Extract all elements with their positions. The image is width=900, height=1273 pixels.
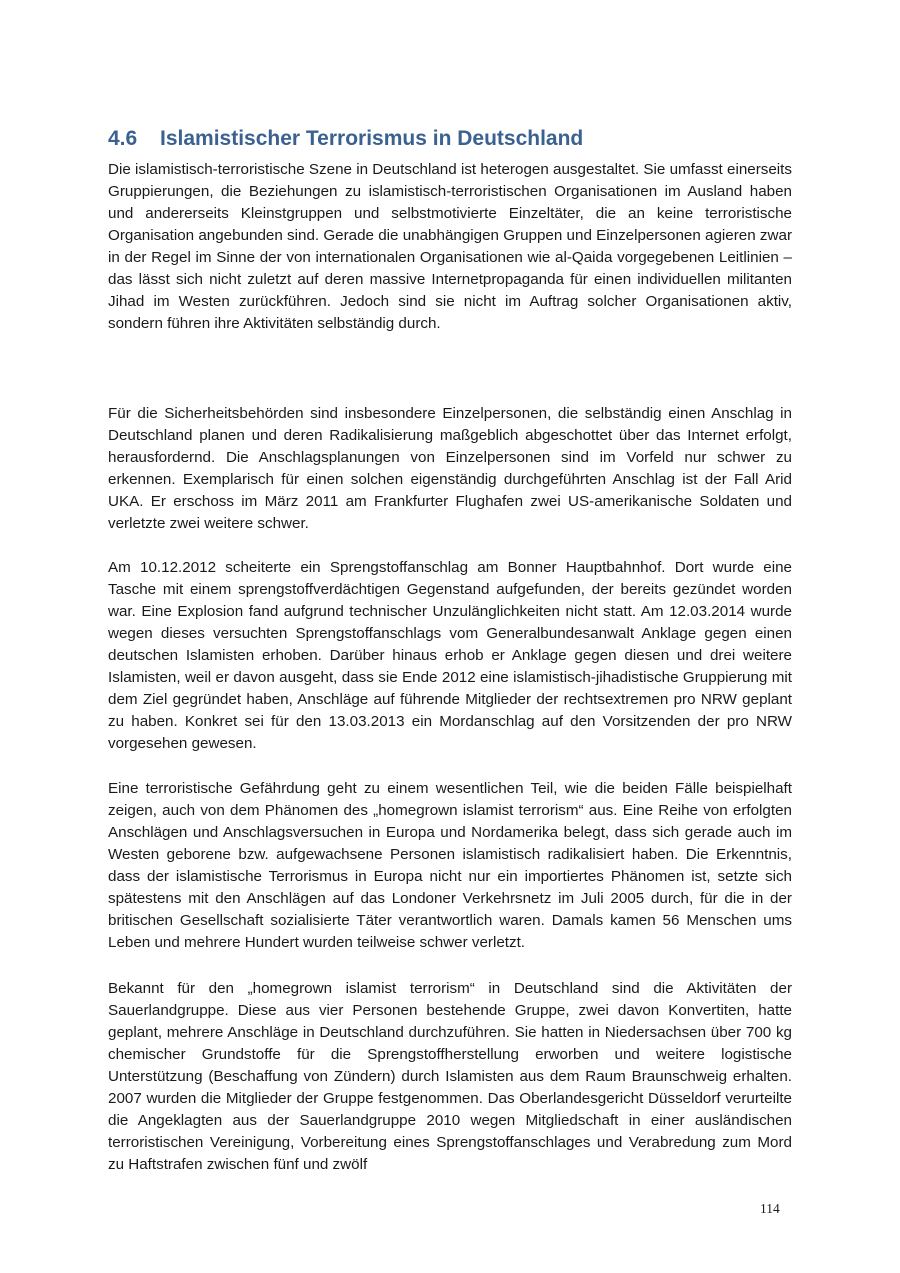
paragraph-3: Am 10.12.2012 scheiterte ein Sprengstoffanschlag am Bonner Hauptbahnhof. Dort wurde eine Tasche mit einem sprengstoffverdächtigen Gegenstand aufgefunden, der bereits gezündet worden war. Eine Explosion fand aufgrund technischer Unzulänglichkeiten nicht statt. Am 12.03.2014 wurde wegen dieses versuchten Sprengstoffanschlags vom Generalbundesanwalt Anklage gegen einen deutschen Islamisten erhoben. Darüber hinaus erhob er Anklage gegen diesen und drei weitere Islamisten, weil er davon ausgeht, dass sie Ende 2012 eine islamistisch-jihadistische Gruppierung mit dem Ziel gegründet haben, Anschläge auf führende Mitglieder der rechtsextremen pro NRW geplant zu haben. Konkret sei für den 13.03.2013 ein Mordanschlag auf den Vorsitzenden der pro NRW vorgesehen gewesen. (108, 559, 792, 752)
section-heading (108, 125, 792, 153)
section-title: Islamistischer Terrorismus in Deutschland (160, 127, 584, 151)
paragraph-2: Für die Sicherheitsbehörden sind insbesondere Einzelpersonen, die selbständig einen Anschlag in Deutschland planen und deren Radikalisierung maßgeblich abgeschottet über das Internet erfolgt, herausfordernd. Die Anschlagsplanungen von Einzelpersonen sind im Vorfeld nur schwer zu erkennen. Exemplarisch für einen solchen eigenständig durchgeführten Anschlag ist der Fall Arid UKA. Er erschoss im März 2011 am Frankfurter Flughafen zwei US-amerikanische Soldaten und verletzte zwei weitere schwer. (108, 405, 792, 532)
paragraph-1: Die islamistisch-terroristische Szene in Deutschland ist heterogen ausgestaltet. Sie umfasst einerseits Gruppierungen, die Beziehungen zu islamistisch-terroristischen Organisationen im Ausland haben und andererseits Kleinstgruppen und selbstmotivierte Einzeltäter, die an keine terroristische Organisation angebunden sind. Gerade die unabhängigen Gruppen und Einzelpersonen agieren zwar in der Regel im Sinne der von internationalen Organisationen wie al-Qaida vorgegebenen Leitlinien – das lässt sich nicht zuletzt auf deren massive Internetpropaganda für einen individuellen militanten Jihad im Westen zurückführen. Jedoch sind sie nicht im Auftrag solcher Organisationen aktiv, sondern führen ihre Aktivitäten selbständig durch. (108, 161, 792, 332)
page-number: 114 (760, 1201, 780, 1216)
section-number: 4.6 (108, 127, 138, 151)
paragraph-5: Bekannt für den „homegrown islamist terrorism“ in Deutschland sind die Aktivitäten der Sauerlandgruppe. Diese aus vier Personen bestehende Gruppe, zwei davon Konvertiten, hatte geplant, mehrere Anschläge in Deutschland durchzuführen. Sie hatten in Niedersachsen über 700 kg chemischer Grundstoffe für die Sprengstoffherstellung erworben und weitere logistische Unterstützung (Beschaffung von Zündern) durch Islamisten aus dem Raum Braunschweig erhalten. 2007 wurden die Mitglieder der Gruppe festgenommen. Das Oberlandesgericht Düsseldorf verurteilte die Angeklagten aus der Sauerlandgruppe 2010 wegen Mitgliedschaft in einer ausländischen terroristischen Vereinigung, Vorbereitung eines Sprengstoffanschlages und Verabredung zum Mord zu Haftstrafen zwischen fünf und zwölf (108, 980, 792, 1173)
paragraph-4: Eine terroristische Gefährdung geht zu einem wesentlichen Teil, wie die beiden Fälle beispielhaft zeigen, auch von dem Phänomen des „homegrown islamist terrorism“ aus. Eine Reihe von erfolgten Anschlägen und Anschlagsversuchen in Europa und Nordamerika belegt, dass sich gerade auch im Westen geborene bzw. aufgewachsene Personen islamistisch radikalisiert haben. Die Erkenntnis, dass der islamistische Terrorismus in Europa nicht nur ein importiertes Phänomen ist, setzte sich spätestens mit den Anschlägen auf das Londoner Verkehrsnetz im Juli 2005 durch, für die in der britischen Gesellschaft sozialisierte Täter verantwortlich waren. Damals kamen 56 Menschen ums Leben und mehrere Hundert wurden teilweise schwer verletzt. (108, 780, 792, 951)
